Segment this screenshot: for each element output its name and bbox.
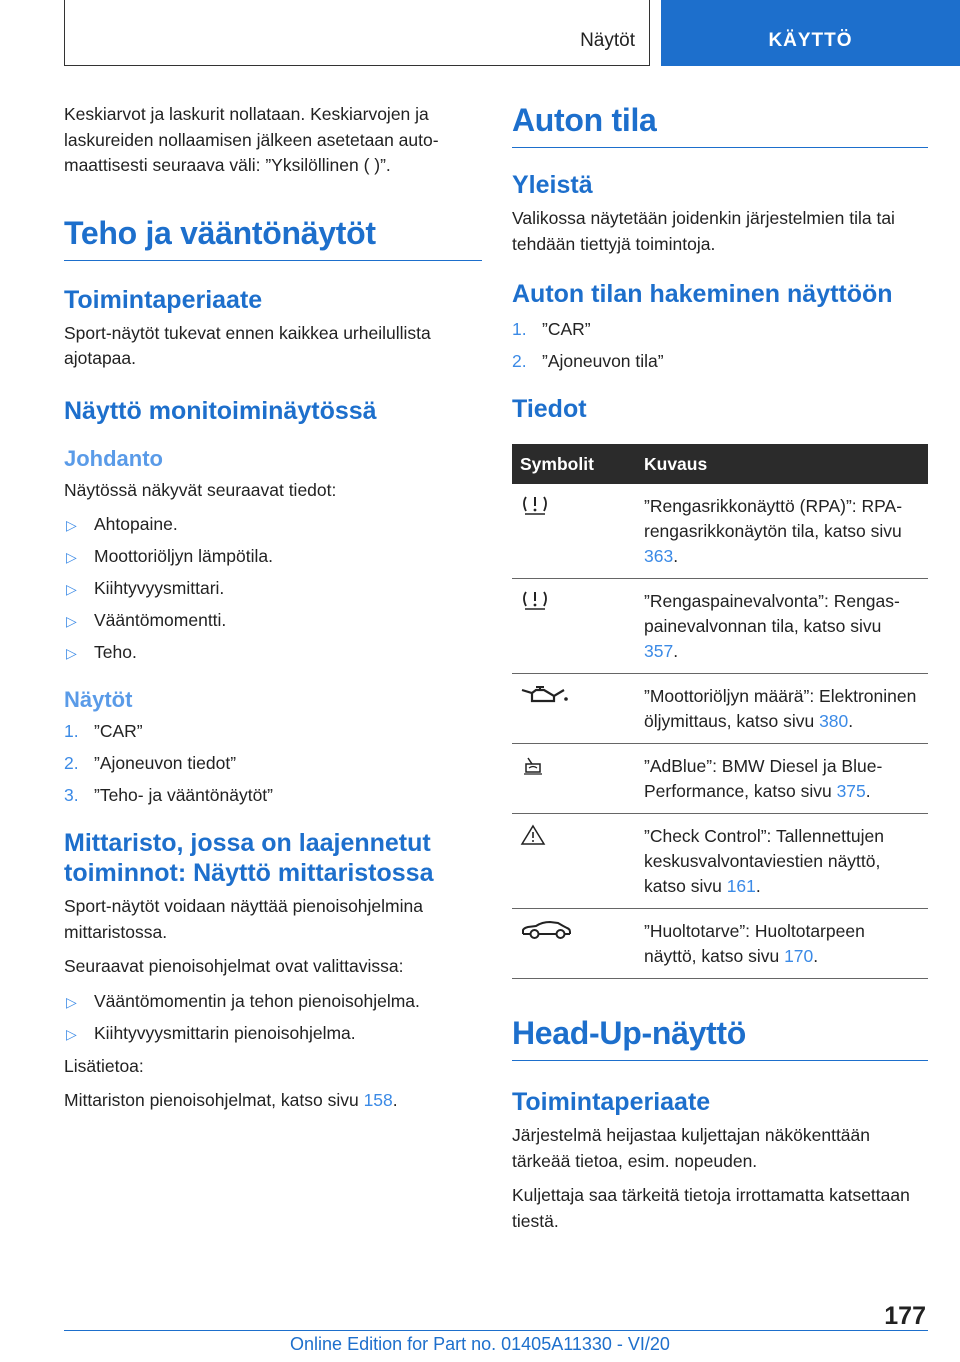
table-row: ”Check Control”: Tallennettujen keskusvalvontaviestien näyttö, katso sivu 161. (512, 814, 928, 909)
right-column (512, 102, 928, 1243)
list-item: ▷ Vääntömomentin ja tehon pienoisohjelma. (64, 989, 482, 1014)
footer-divider (64, 1330, 928, 1331)
hud-text-2: Kuljettaja saa tärkeitä tietoja irrottamatta katsettaan tiestä. (512, 1185, 910, 1231)
list-item: 2. ”Ajoneuvon tiedot” (64, 753, 237, 773)
page-link[interactable]: 158 (363, 1090, 393, 1110)
page-link[interactable]: 357 (644, 641, 674, 661)
footer-text: Online Edition for Part no. 01405A11330 - VI/20 (290, 1334, 670, 1354)
triangle-bullet-icon: ▷ (66, 549, 77, 565)
list-item: ▷ Teho. (64, 640, 482, 665)
table-row: ”Moottoriöljyn määrä”: Elektroninen öljymittaus, katso sivu 380. (512, 674, 928, 744)
multi-display-heading: Näyttö monitoiminäytössä (64, 396, 377, 425)
symbol-table (512, 444, 928, 979)
cluster-heading: Mittaristo, jossa on laajennetut toiminnot: Näyttö mittaristossa (64, 829, 434, 887)
principle-heading: Toimintaperiaate (64, 285, 263, 314)
triangle-bullet-icon: ▷ (66, 613, 77, 629)
cluster-widgets-intro: Seuraavat pienoisohjelmat ovat valittavissa: (64, 956, 404, 976)
intro-heading: Johdanto (64, 445, 163, 471)
more-info-label: Lisätietoa: (64, 1055, 144, 1076)
tire-warning-icon (520, 500, 550, 520)
page-link[interactable]: 170 (784, 946, 814, 966)
triangle-bullet-icon: ▷ (66, 517, 77, 533)
info-bullet-list (64, 512, 482, 665)
list-item: ▷ Kiihtyvyysmittarin pienoisohjelma. (64, 1021, 482, 1046)
triangle-bullet-icon: ▷ (66, 1025, 77, 1042)
left-column (64, 102, 482, 1123)
column-header-symbols: Symbolit (512, 444, 636, 484)
list-item: 1. ”CAR” (64, 721, 143, 741)
adblue-icon (520, 760, 546, 780)
list-item: ▷ Moottoriöljyn lämpötila. (64, 544, 482, 569)
triangle-bullet-icon: ▷ (66, 581, 77, 597)
general-heading: Yleistä (512, 171, 593, 199)
warning-triangle-icon (520, 830, 546, 850)
table-header-row (512, 444, 928, 484)
section-title-power-torque: Teho ja vääntönäytöt (64, 215, 482, 261)
header-chapter-title: KÄYTTÖ (768, 30, 853, 51)
list-item: ▷ Kiihtyvyysmittari. (64, 576, 482, 601)
list-item: 1. ”CAR” (512, 319, 591, 339)
section-title-vehicle-status: Auton tila (512, 102, 928, 148)
table-row: ”AdBlue”: BMW Diesel ja BluePerformance, katso sivu 375. (512, 744, 928, 814)
intro-paragraph: Keskiarvot ja laskurit nollataan. Keskiarvojen ja laskureiden nollaamisen jälkeen asetetaan automaattisesti seuraava väli: ”Yksilöllinen ( )”. (64, 104, 439, 175)
list-item: ▷ Ahtopaine. (64, 512, 482, 537)
header-section-box (64, 0, 650, 66)
page-link[interactable]: 161 (726, 876, 756, 896)
list-item: ▷ Vääntömomentti. (64, 608, 482, 633)
column-header-description: Kuvaus (636, 444, 928, 484)
triangle-bullet-icon: ▷ (66, 993, 77, 1010)
section-title-head-up-display: Head-Up-näyttö (512, 1015, 928, 1061)
displays-heading: Näytöt (64, 687, 133, 712)
table-row: ”Rengaspainevalvonta”: Rengaspainevalvonnan tila, katso sivu 357. (512, 579, 928, 674)
info-heading: Tiedot (512, 395, 587, 423)
table-row: ”Huoltotarve”: Huoltotarpeen näyttö, katso sivu 170. (512, 909, 928, 979)
fetch-step-list (512, 317, 928, 374)
header-chapter-tab (661, 0, 960, 66)
table-row: ”Rengasrikkonäyttö (RPA)”: RPA-rengasrikkonäytön tila, katso sivu 363. (512, 484, 928, 579)
triangle-bullet-icon: ▷ (66, 645, 77, 661)
general-text: Valikossa näytetään joidenkin järjestelmien tila tai tehdään tiettyjä toimintoja. (512, 208, 895, 254)
list-item: 3. ”Teho- ja vääntönäytöt” (64, 785, 273, 805)
principle-text: Sport-näytöt tukevat ennen kaikkea urheilullista ajotapaa. (64, 322, 431, 368)
page-link[interactable]: 380 (819, 711, 849, 731)
service-car-icon (520, 925, 572, 945)
tire-pressure-icon (520, 595, 550, 615)
cluster-text: Sport-näytöt voidaan näyttää pienoisohjelmina mittaristossa. (64, 896, 423, 942)
header-section-title: Näytöt (580, 30, 635, 51)
fetch-status-heading: Auton tilan hakeminen näyttöön (512, 280, 893, 308)
intro-text: Näytössä näkyvät seuraavat tiedot: (64, 479, 337, 500)
hud-text-1: Järjestelmä heijastaa kuljettajan näkökenttään tärkeää tietoa, esim. nopeuden. (512, 1125, 870, 1171)
displays-step-list (64, 719, 482, 808)
more-info-text: Mittariston pienoisohjelmat, katso sivu 158. (64, 1090, 398, 1110)
hud-principle-heading: Toimintaperiaate (512, 1088, 711, 1116)
page-link[interactable]: 363 (644, 546, 674, 566)
list-item: 2. ”Ajoneuvon tila” (512, 351, 664, 371)
page-link[interactable]: 375 (836, 781, 866, 801)
oil-can-icon (520, 690, 570, 710)
page-number: 177 (884, 1302, 926, 1330)
widget-bullet-list (64, 989, 482, 1046)
